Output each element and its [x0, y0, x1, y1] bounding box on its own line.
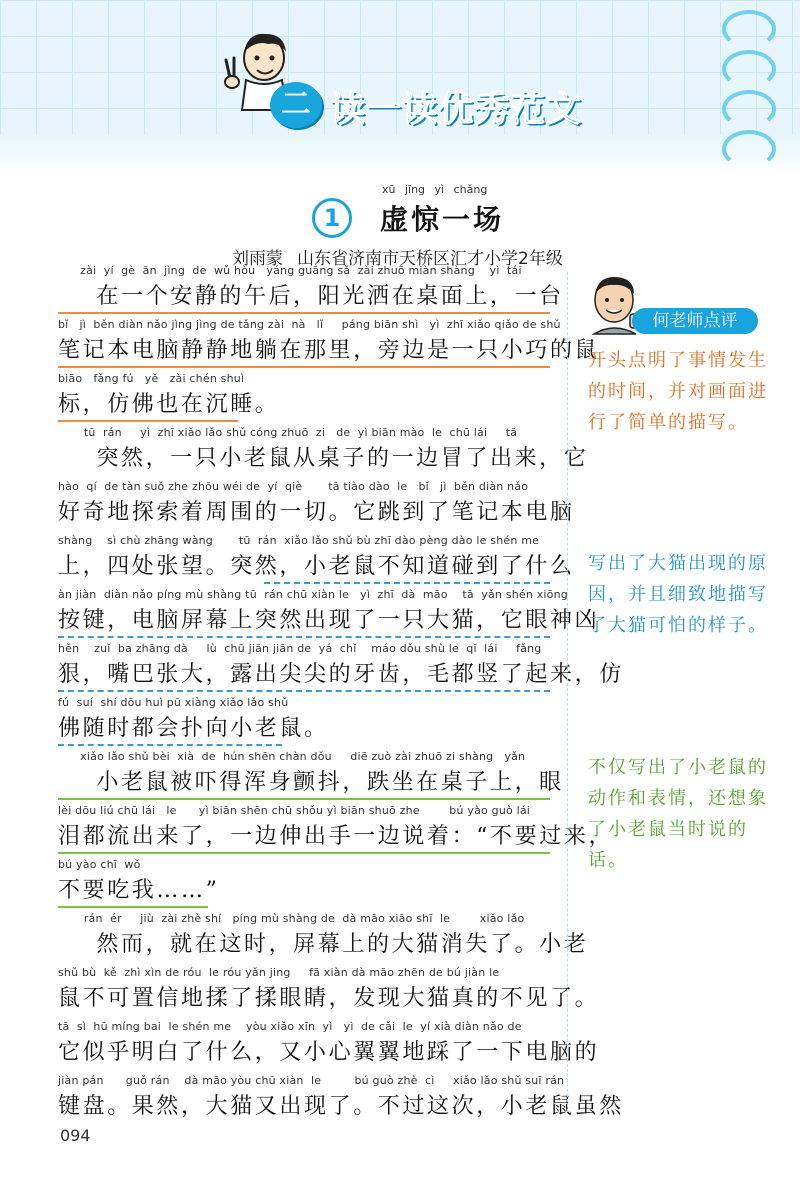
teacher-comment-label: 何老师点评: [632, 308, 758, 334]
text-line: [58, 804, 614, 858]
comment-opening: 开头点明了事情发生的时间，并对画面进行了简单的描写。: [588, 350, 768, 433]
pinyin-row: jiàn pán guǒ rán dà māo yòu chū xiàn le bú guò zhè cì xiǎo lǎo shǔ suī rán: [58, 1074, 565, 1087]
text-line: [58, 588, 600, 642]
ring-icon: [722, 50, 776, 88]
comment-cat: 写出了大猫出现的原因，并且细致地描写了大猫可怕的样子。: [588, 553, 768, 636]
chinese-row: 突然，一只小老鼠从桌子的一边冒了出来，它: [58, 446, 589, 471]
ring-icon: [722, 10, 776, 48]
blue-underline: [58, 690, 550, 692]
pinyin-row: bú yào chī wǒ: [58, 858, 141, 871]
text-line: [58, 696, 558, 750]
chinese-row: 键盘。果然，大猫又出现了。不过这次，小老鼠虽然: [58, 1094, 624, 1119]
pinyin-row: rán ér jiù zài zhè shí píng mù shàng de dà māo xiāo shī le xiǎo lǎo: [58, 912, 525, 925]
chinese-row: 笔记本电脑静静地躺在那里，旁边是一只小巧的鼠: [58, 338, 600, 363]
text-line: [58, 966, 600, 1020]
chinese-row: 好奇地探索着周围的一切。它跳到了笔记本电脑: [58, 500, 575, 525]
orange-underline: [58, 420, 238, 422]
pinyin-row: hěn zuǐ ba zhāng dà lù chū jiān jiān de yá chǐ máo dǒu shù le qǐ lái fǎng: [58, 642, 542, 655]
article-number: 1: [312, 198, 352, 238]
blue-underline: [58, 744, 282, 746]
pinyin-row: fú suí shí dōu huì pū xiàng xiǎo lǎo shǔ: [58, 696, 289, 709]
text-line: [58, 372, 558, 426]
section-number-badge: 二: [270, 82, 322, 128]
text-line: [58, 426, 589, 480]
chinese-row: 小老鼠被吓得浑身颤抖，跌坐在桌子上，眼: [58, 770, 564, 795]
section-title: 读一读优秀范文: [330, 90, 583, 130]
chinese-row: 上，四处张望。突然，小老鼠不知道碰到了什么: [58, 554, 575, 579]
pinyin-row: shàng sì chù zhāng wàng tū rán xiǎo lǎo shǔ bù zhī dào pèng dào le shén me: [58, 534, 540, 547]
text-line: [58, 642, 624, 696]
pinyin-row: biāo fǎng fú yě zài chén shuì: [58, 372, 245, 385]
chinese-row: 狠，嘴巴张大，露出尖尖的牙齿，毛都竖了起来，仿: [58, 662, 624, 687]
blue-underline: [264, 582, 550, 584]
chinese-row: 泪都流出来了，一边伸出手一边说着：“不要过来，: [58, 824, 614, 849]
chinese-row: 鼠不可置信地揉了揉眼睛，发现大猫真的不见了。: [58, 986, 600, 1011]
text-line: [58, 912, 589, 966]
pinyin-row: lèi dōu liú chū lái le yì biān shēn chū shǒu yì biān shuō zhe bú yào guò lái: [58, 804, 531, 817]
pinyin-row: xiǎo lǎo shǔ bèi xià de hún shēn chàn dǒu diē zuò zài zhuō zi shàng yǎn: [58, 750, 526, 763]
header-fade: [0, 135, 800, 175]
ring-icon: [722, 90, 776, 128]
text-line: [58, 1074, 624, 1128]
orange-underline: [58, 312, 550, 314]
pinyin-row: tā sì hū míng bai le shén me yòu xiǎo xīn yì yì de cǎi le yí xià diàn nǎo de: [58, 1020, 522, 1033]
article-title: 虚惊一场: [380, 203, 505, 236]
chinese-row: 佛随时都会扑向小老鼠。: [58, 716, 329, 741]
blue-underline: [58, 636, 550, 638]
text-line: [58, 1020, 600, 1074]
ring-icon: [722, 130, 776, 168]
green-underline: [58, 852, 550, 854]
author-school: 山东省济南市天桥区汇才小学2年级: [297, 249, 563, 269]
pinyin-row: tū rán yì zhī xiǎo lǎo shǔ cóng zhuō zi de yì biān mào le chū lái tā: [58, 426, 518, 439]
chinese-row: 在一个安静的午后，阳光洒在桌面上，一台: [58, 284, 564, 309]
title-pinyin: xū jīng yì chǎng: [382, 183, 488, 196]
chinese-row: 不要吃我……”: [58, 878, 220, 903]
chinese-row: 然而，就在这时，屏幕上的大猫消失了。小老: [58, 932, 589, 957]
text-line: [58, 318, 600, 372]
chinese-row: 它似乎明白了什么，又小心翼翼地踩了一下电脑的: [58, 1040, 600, 1065]
pinyin-row: bǐ jì běn diàn nǎo jìng jìng de tǎng zài nà lǐ páng biān shì yì zhī xiǎo qiǎo de shǔ: [58, 318, 561, 331]
pinyin-row: àn jiàn diàn nǎo píng mù shàng tū rán chū xiàn le yì zhī dà māo tā yǎn shén xiōng: [58, 588, 568, 601]
text-line: [58, 858, 558, 912]
notebook-rings-decoration: [722, 6, 778, 156]
pinyin-row: zài yí gè ān jìng de wǔ hòu yáng guāng sǎ zài zhuō miàn shàng yì tái: [58, 264, 522, 277]
green-underline: [58, 906, 208, 908]
text-line: [58, 534, 575, 588]
chinese-row: 按键，电脑屏幕上突然出现了一只大猫，它眼神凶: [58, 608, 600, 633]
comment-mouse: 不仅写出了小老鼠的动作和表情，还想象了小老鼠当时说的话。: [588, 757, 768, 871]
chinese-row: 标，仿佛也在沉睡。: [58, 392, 280, 417]
author-name: 刘雨蒙: [232, 249, 283, 269]
green-underline: [58, 798, 550, 800]
page-number: 094: [60, 1126, 91, 1145]
sidebar-divider: [567, 272, 568, 1112]
orange-underline: [58, 366, 550, 368]
text-line: [58, 264, 564, 318]
text-line: [58, 480, 575, 534]
pinyin-row: shǔ bù kě zhì xìn de róu le róu yǎn jing fā xiàn dà māo zhēn de bú jiàn le: [58, 966, 500, 979]
pinyin-row: hào qí de tàn suǒ zhe zhōu wéi de yí qiè tā tiào dào le bǐ jì běn diàn nǎo: [58, 480, 529, 493]
text-line: [58, 750, 564, 804]
